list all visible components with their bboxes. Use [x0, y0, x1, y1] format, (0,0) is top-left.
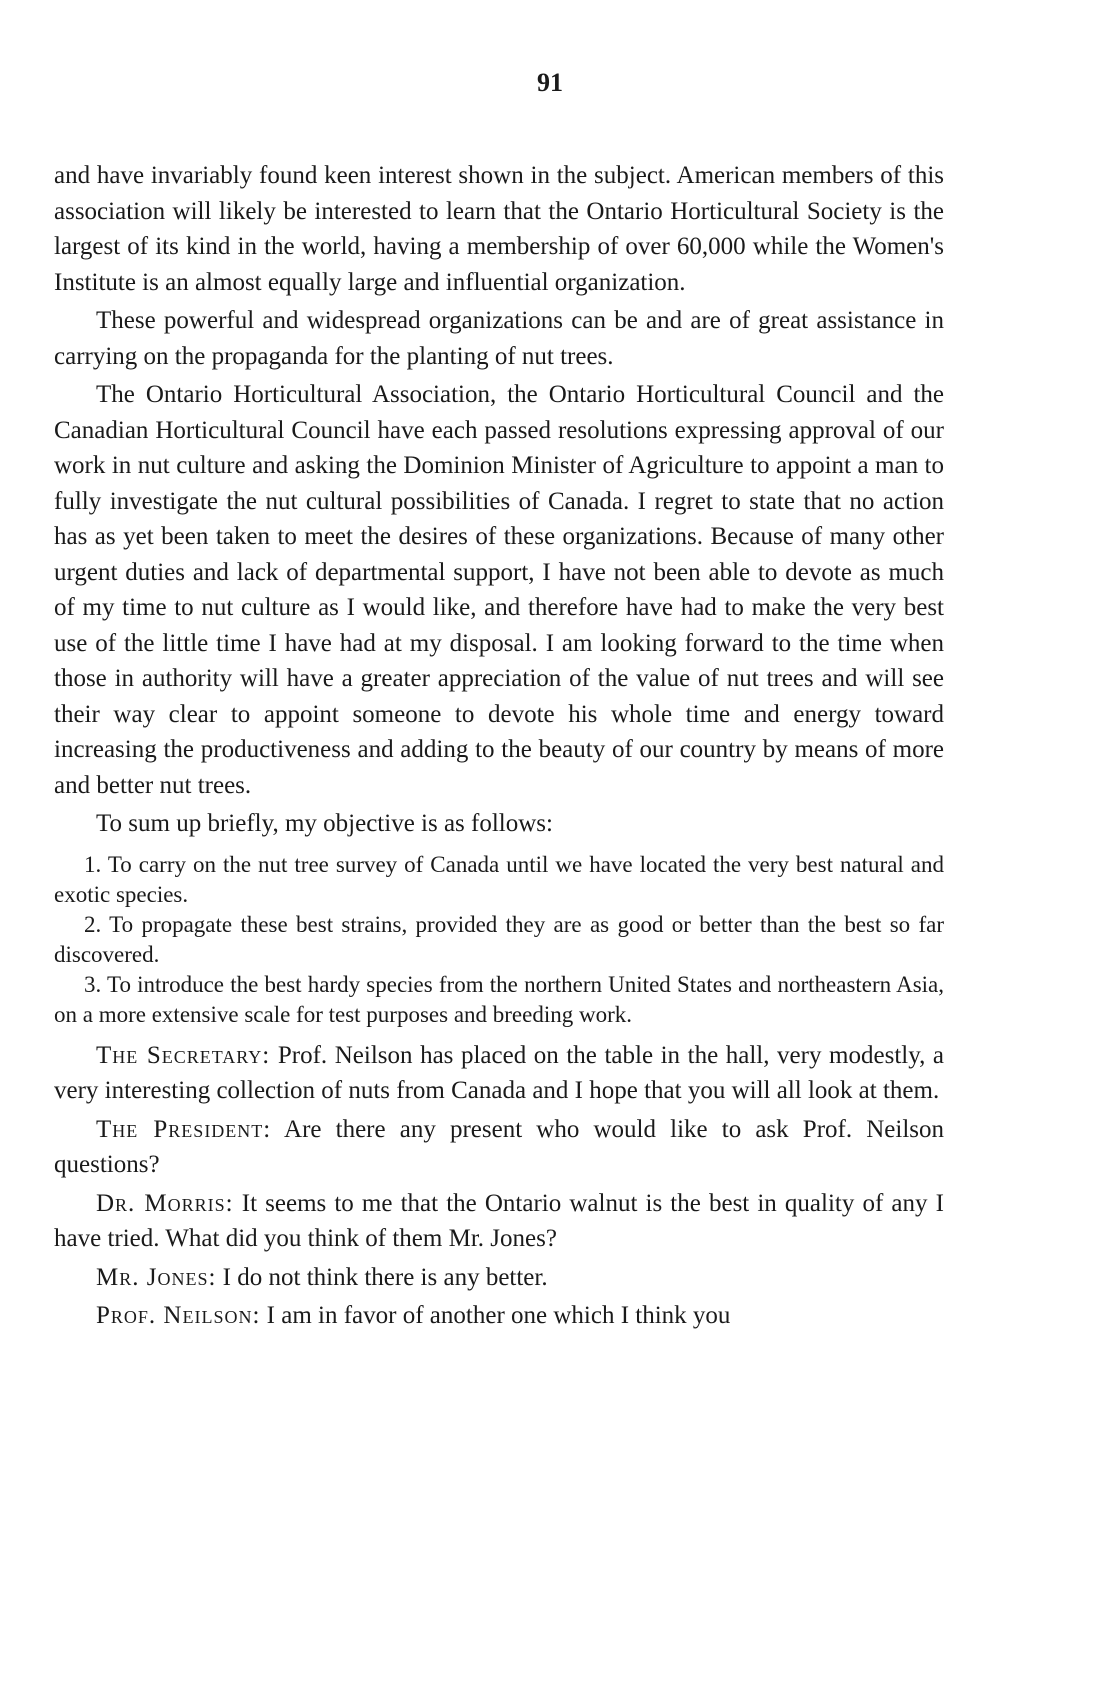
paragraph: and have invariably found keen interest shown in the subject. American members of this association will likely be interested to learn that the Ontario Horticultural Society is the largest of its kind in the world, having a membership of over 60,000 while the Women's Institute is an almost equally large and influential organization. [54, 162, 944, 296]
list-item: 3. To introduce the best hardy species from the northern United States and northeastern Asia, on a more extensive scale for test purposes and breeding work. [54, 971, 944, 1027]
paragraph: To sum up briefly, my objective is as follows: [96, 810, 553, 837]
speaker-name: The President: [96, 1115, 272, 1143]
speaker-name: Mr. Jones: [96, 1263, 217, 1291]
speaker-name: The Secretary: [96, 1041, 271, 1069]
paragraph: These powerful and widespread organizations can be and are of great assistance in carrying on the propaganda for the planting of nut trees. [54, 307, 944, 370]
page-number: 91 [537, 68, 563, 97]
speaker-name: Prof. Neilson: [96, 1302, 261, 1329]
dialogue-text: I do not think there is any better. [222, 1263, 548, 1291]
list-item: 2. To propagate these best strains, provided they are as good or better than the best so far discovered. [54, 911, 944, 967]
dialogue-text: Prof. Neilson has placed on the table in the hall, very modestly, a very interesting collection of nuts from Canada and I hope that you will all look at them. [54, 1041, 945, 1104]
paragraph: The Ontario Horticultural Association, the Ontario Horticultural Council and the Canadian Horticultural Council have each passed resolutions expressing approval of our work in nut culture and asking the Dominion Minister of Agriculture to appoint a man to fully investigate the nut cultural possibilities of Canada. I regret to state that no action has as yet been taken to meet the desires of these organizations. Because of many other urgent duties and lack of departmental support, I have not been able to devote as much of my time to nut culture as I would like, and therefore have had to make the very best use of the little time I have had at my disposal. I am looking forward to the time when those in authority will have a greater appreciation of the value of nut trees and will see their way clear to appoint someone to devote his whole time and energy toward increasing the productiveness and adding to the beauty of our country by means of more and better nut trees. [54, 381, 944, 799]
dialogue-turn [54, 1186, 944, 1257]
dialogue-text: It seems to me that the Ontario walnut is the best in quality of any I have tried. What did you think of them Mr. Jones? [54, 1189, 944, 1252]
dialogue-turn [54, 1038, 944, 1109]
dialogue-turn [54, 1298, 944, 1334]
speaker-name: Dr. Morris: [96, 1189, 234, 1217]
dialogue-text: Are there any present who would like to ask Prof. Neilson questions? [54, 1115, 944, 1178]
list-item: 1. To carry on the nut tree survey of Canada until we have located the very best natural and exotic species. [54, 851, 944, 907]
dialogue-text: I am in favor of another one which I think you [266, 1302, 731, 1329]
dialogue-turn [54, 1112, 944, 1183]
dialogue-turn [54, 1260, 944, 1296]
article-body [54, 158, 944, 1334]
objectives-list [54, 850, 944, 1030]
